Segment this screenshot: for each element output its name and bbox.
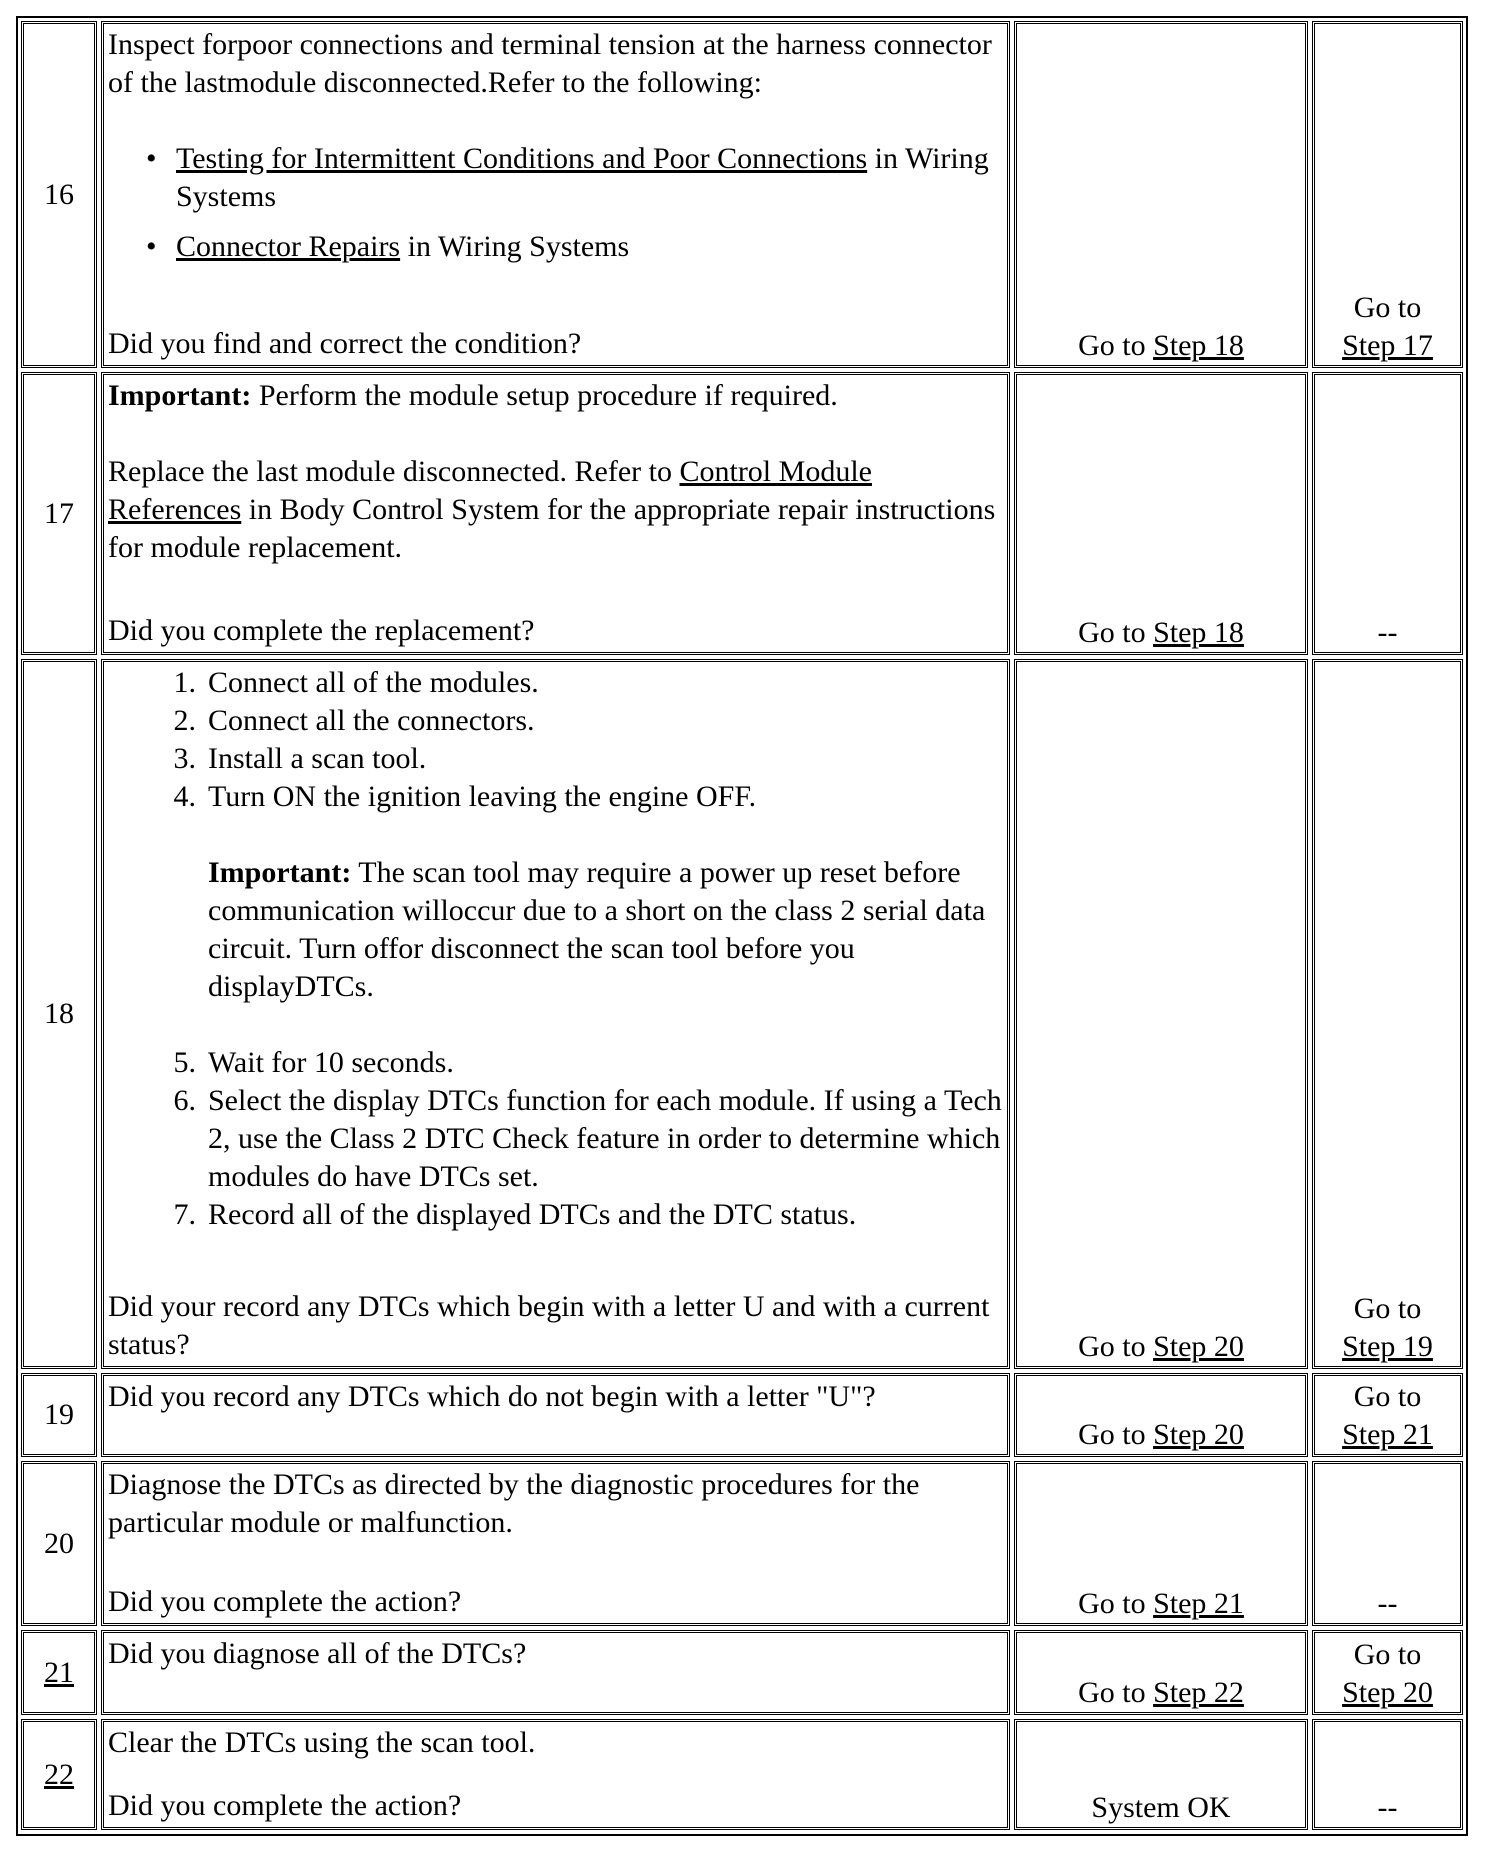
procedure-step — [173, 664, 1005, 702]
yes-cell — [1014, 1373, 1308, 1457]
action-text: Inspect forpoor connections and terminal tension at the harness connector of the lastmodule disconnected.Refer to the following: — [108, 28, 992, 99]
control-module-references-link[interactable]: Control Module References — [108, 455, 872, 526]
reference-item — [176, 228, 1005, 266]
important-label: Important: — [208, 856, 352, 889]
yes-step-link[interactable]: Step 18 — [1153, 616, 1244, 649]
no-step-link[interactable]: Step 20 — [1342, 1676, 1433, 1709]
table-row-step-19 — [21, 1373, 1463, 1457]
yes-cell — [1014, 21, 1308, 368]
no-cell — [1312, 21, 1463, 368]
no-step-link[interactable]: Step 17 — [1342, 329, 1433, 362]
action-text-prefix: Replace the last module disconnected. Refer to — [108, 455, 680, 488]
no-prefix: Go to — [1353, 1638, 1422, 1671]
yes-cell — [1014, 1630, 1308, 1715]
table-row-step-18 — [21, 659, 1463, 1369]
procedure-list — [108, 664, 1005, 1234]
action-text — [108, 453, 1005, 567]
yes-cell — [1014, 659, 1308, 1369]
action-text-suffix: in Body Control System for the appropriate repair instructions for module replacement. — [108, 493, 996, 564]
step-number-cell — [21, 1630, 97, 1715]
no-prefix: Go to — [1353, 1292, 1422, 1325]
no-cell — [1312, 1461, 1463, 1626]
step-text: Wait for 10 seconds. — [208, 1046, 454, 1079]
step-text: Record all of the displayed DTCs and the DTC status. — [208, 1198, 857, 1231]
yes-step-link[interactable]: Step 20 — [1153, 1330, 1244, 1363]
step-number-link[interactable]: 21 — [44, 1655, 74, 1689]
question-text: Did you complete the action? — [108, 1789, 462, 1822]
step-number-link[interactable]: 22 — [44, 1757, 74, 1791]
question-text: Did you complete the replacement? — [108, 614, 535, 647]
action-cell — [101, 659, 1010, 1369]
yes-prefix: Go to — [1078, 1418, 1154, 1451]
procedure-step — [173, 778, 1005, 1006]
step-text: Connect all of the modules. — [208, 666, 539, 699]
reference-link[interactable]: Connector Repairs — [176, 230, 401, 263]
action-cell — [101, 1719, 1010, 1830]
step-number-cell — [21, 659, 97, 1369]
action-cell — [101, 372, 1010, 655]
action-cell — [101, 1461, 1010, 1626]
step-number: 20 — [44, 1526, 74, 1560]
step-index: 2. — [173, 704, 196, 737]
yes-step-link[interactable]: Step 21 — [1153, 1587, 1244, 1620]
no-result: -- — [1377, 616, 1398, 649]
table-row-step-20 — [21, 1461, 1463, 1626]
important-label: Important: — [108, 379, 252, 412]
important-note — [108, 377, 1005, 415]
step-number-cell — [21, 21, 97, 368]
no-result: -- — [1377, 1791, 1398, 1824]
procedure-step — [173, 1044, 1005, 1082]
table-row-step-22 — [21, 1719, 1463, 1830]
no-cell — [1312, 372, 1463, 655]
question-text: Did you find and correct the condition? — [108, 327, 582, 360]
yes-cell — [1014, 1719, 1308, 1830]
no-cell — [1312, 659, 1463, 1369]
step-index: 3. — [173, 742, 196, 775]
important-note — [208, 854, 1005, 1006]
no-prefix: Go to — [1353, 291, 1422, 324]
procedure-step — [173, 1196, 1005, 1234]
procedure-step — [173, 740, 1005, 778]
step-number: 16 — [44, 177, 74, 211]
yes-prefix: Go to — [1078, 1676, 1154, 1709]
step-index: 5. — [173, 1046, 196, 1079]
step-index: 7. — [173, 1198, 196, 1231]
step-number-cell — [21, 1373, 97, 1457]
step-index: 1. — [173, 666, 196, 699]
yes-cell — [1014, 1461, 1308, 1626]
question-text: Did you complete the action? — [108, 1585, 462, 1618]
yes-cell — [1014, 372, 1308, 655]
no-result: -- — [1377, 1587, 1398, 1620]
step-number: 17 — [44, 496, 74, 530]
reference-link[interactable]: Testing for Intermittent Conditions and Poor Connections — [176, 142, 868, 175]
yes-prefix: Go to — [1078, 616, 1154, 649]
reference-suffix: in Wiring Systems — [400, 230, 630, 263]
question-text: Did you diagnose all of the DTCs? — [108, 1637, 527, 1670]
step-text: Select the display DTCs function for each module. If using a Tech 2, use the Class 2 DTC Check feature in order to determine which modules do have DTCs set. — [208, 1084, 1002, 1193]
yes-result: System OK — [1091, 1791, 1231, 1824]
step-text: Install a scan tool. — [208, 742, 427, 775]
table-row-step-16 — [21, 21, 1463, 368]
yes-prefix: Go to — [1078, 329, 1154, 362]
table-row-step-17 — [21, 372, 1463, 655]
yes-prefix: Go to — [1078, 1587, 1154, 1620]
yes-step-link[interactable]: Step 18 — [1153, 329, 1244, 362]
no-cell — [1312, 1719, 1463, 1830]
yes-step-link[interactable]: Step 20 — [1153, 1418, 1244, 1451]
step-text: Turn ON the ignition leaving the engine OFF. — [208, 780, 757, 813]
reference-suffix: in Wiring Systems — [176, 142, 989, 213]
step-number-cell — [21, 1461, 97, 1626]
step-number-cell — [21, 372, 97, 655]
yes-step-link[interactable]: Step 22 — [1153, 1676, 1244, 1709]
action-text: Clear the DTCs using the scan tool. — [108, 1726, 536, 1759]
procedure-step — [173, 1082, 1005, 1196]
important-text: Perform the module setup procedure if required. — [251, 379, 838, 412]
reference-list — [108, 140, 1005, 266]
action-cell — [101, 1630, 1010, 1715]
question-text: Did your record any DTCs which begin with a letter U and with a current status? — [108, 1290, 990, 1361]
diagnostic-table — [16, 16, 1468, 1836]
step-number-cell — [21, 1719, 97, 1830]
important-text: The scan tool may require a power up reset before communication willoccur due to a short on the class 2 serial data circuit. Turn offor disconnect the scan tool before you displayDTCs. — [208, 856, 986, 1003]
table-row-step-21 — [21, 1630, 1463, 1715]
step-text: Connect all the connectors. — [208, 704, 535, 737]
no-step-link[interactable]: Step 19 — [1342, 1330, 1433, 1363]
action-cell — [101, 21, 1010, 368]
no-cell — [1312, 1630, 1463, 1715]
procedure-step — [173, 702, 1005, 740]
no-step-link[interactable]: Step 21 — [1342, 1418, 1433, 1451]
no-cell — [1312, 1373, 1463, 1457]
reference-item — [176, 140, 1005, 216]
step-index: 4. — [173, 780, 196, 813]
action-text: Diagnose the DTCs as directed by the diagnostic procedures for the particular module or malfunction. — [108, 1468, 920, 1539]
step-number: 18 — [44, 997, 74, 1030]
action-cell — [101, 1373, 1010, 1457]
step-number: 19 — [44, 1398, 74, 1431]
question-text: Did you record any DTCs which do not begin with a letter "U"? — [108, 1380, 876, 1413]
no-prefix: Go to — [1353, 1380, 1422, 1413]
step-index: 6. — [173, 1084, 196, 1117]
yes-prefix: Go to — [1078, 1330, 1154, 1363]
